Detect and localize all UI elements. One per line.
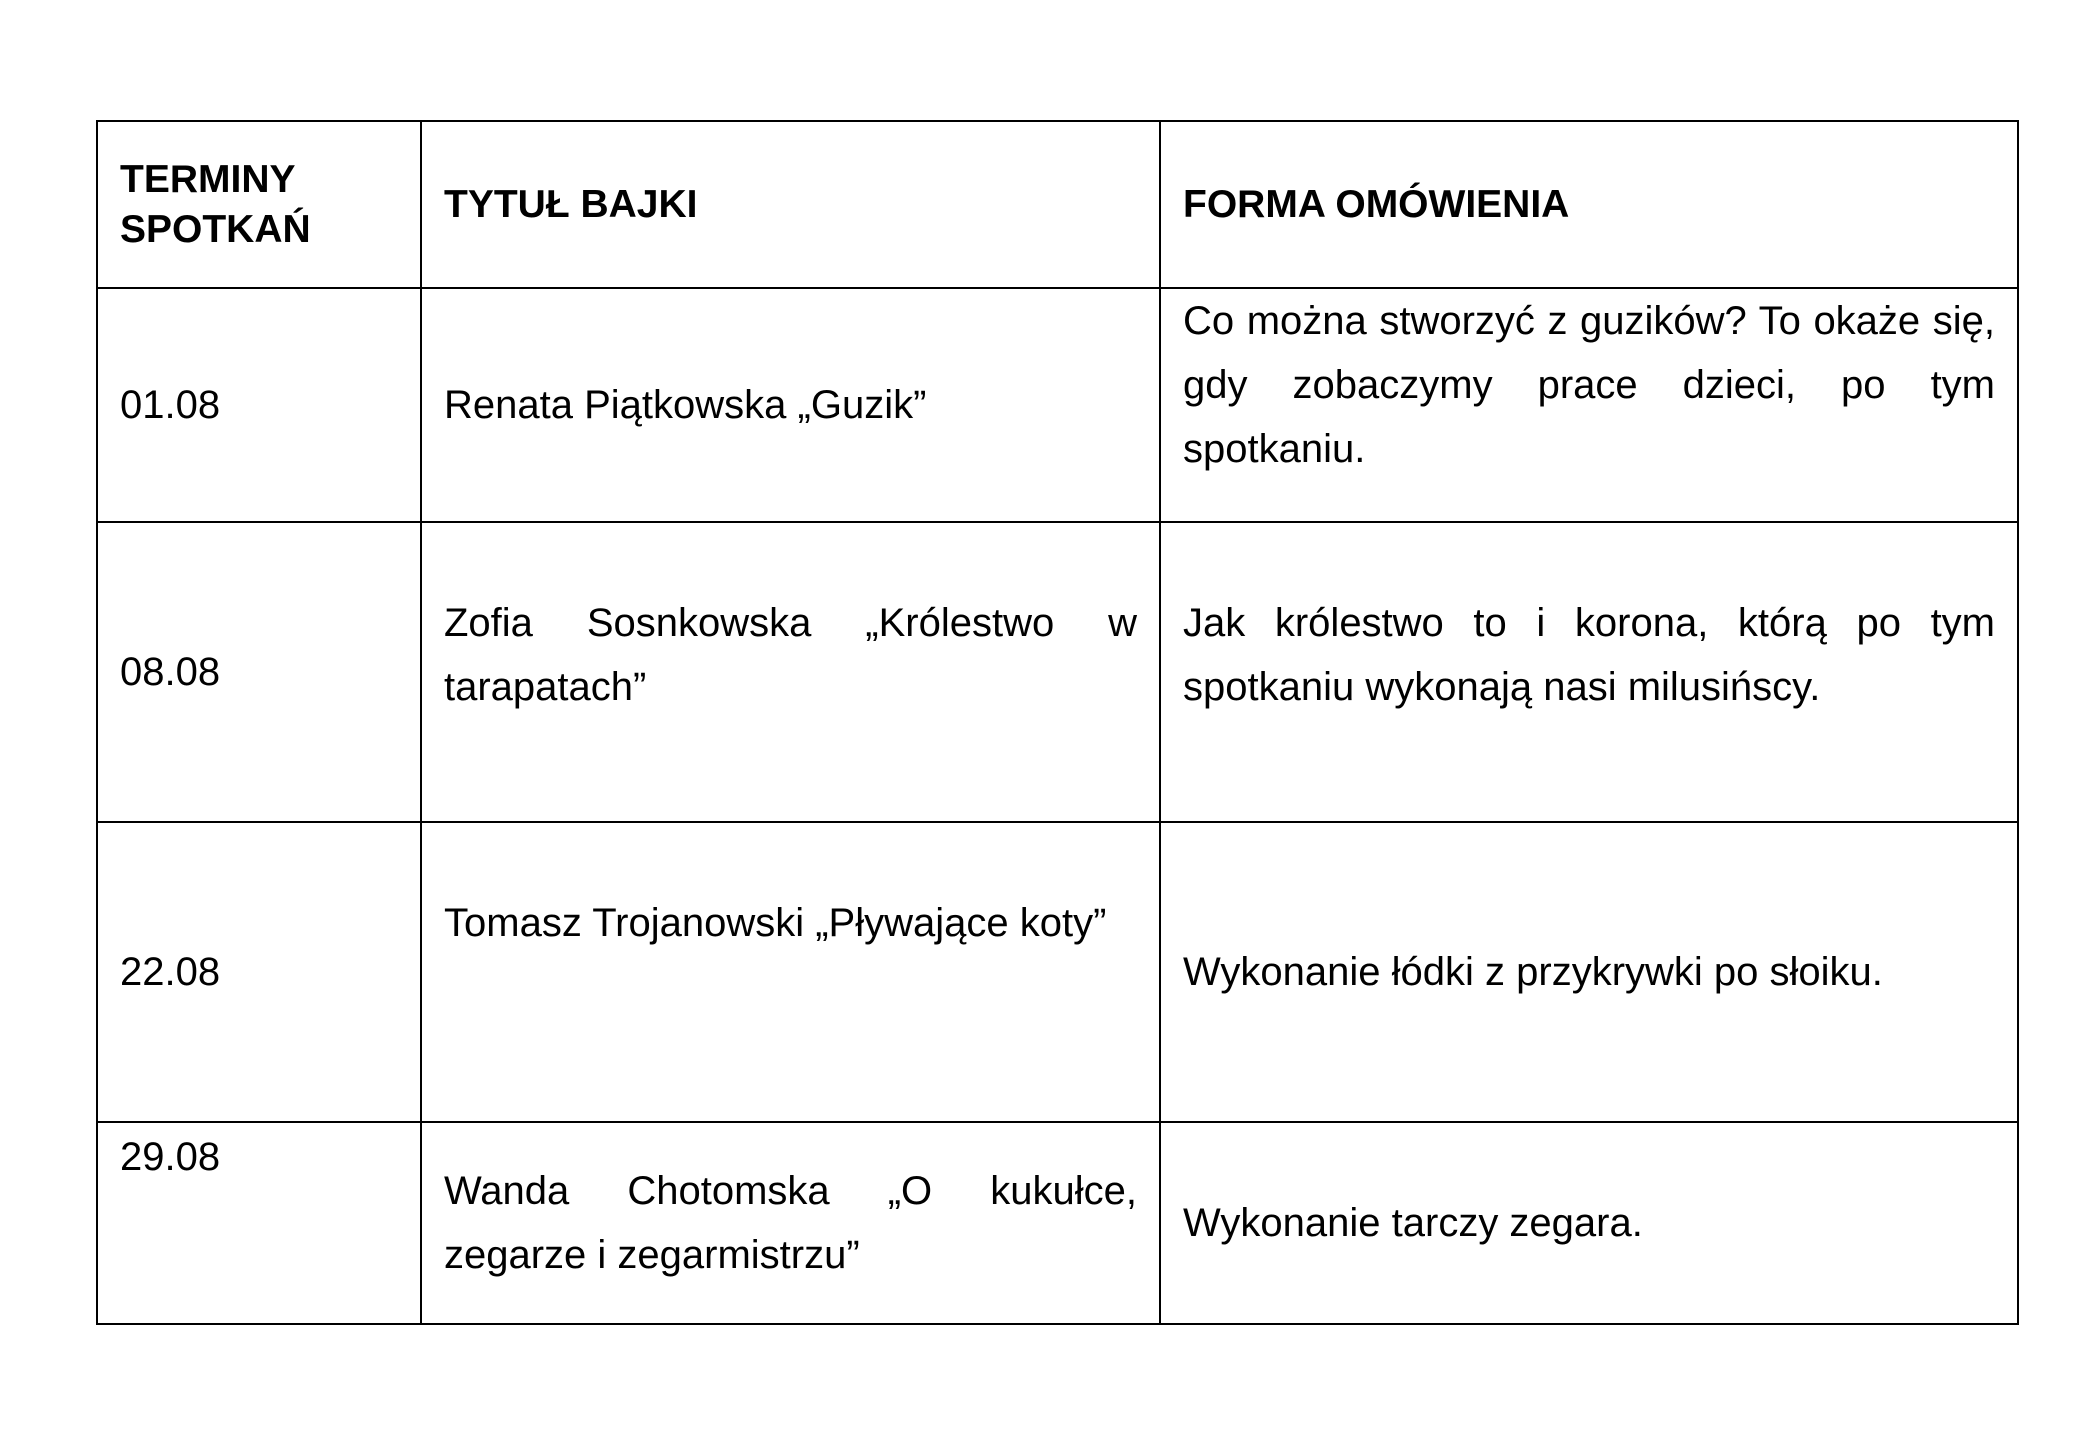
date-cell: 29.08 (97, 1122, 421, 1324)
table-row (97, 288, 2018, 522)
meetings-table (96, 120, 2019, 1325)
form-cell: Co można stworzyć z guzików? To okaże się, gdy zobaczymy prace dzieci, po tym spotkaniu. (1160, 288, 2018, 522)
date-cell: 22.08 (97, 822, 421, 1122)
title-cell: Zofia Sosnkowska „Królestwo w tarapatach” (421, 522, 1160, 822)
form-cell: Wykonanie łódki z przykrywki po słoiku. (1160, 822, 2018, 1122)
header-form: FORMA OMÓWIENIA (1160, 121, 2018, 288)
title-cell: Wanda Chotomska „O kukułce, zegarze i zegarmistrzu” (421, 1122, 1160, 1324)
date-cell: 08.08 (97, 522, 421, 822)
form-cell: Wykonanie tarczy zegara. (1160, 1122, 2018, 1324)
form-cell: Jak królestwo to i korona, którą po tym spotkaniu wykonają nasi milusińscy. (1160, 522, 2018, 822)
title-cell: Renata Piątkowska „Guzik” (421, 288, 1160, 522)
date-cell: 01.08 (97, 288, 421, 522)
header-title: TYTUŁ BAJKI (421, 121, 1160, 288)
table-row (97, 522, 2018, 822)
header-dates: TERMINY SPOTKAŃ (97, 121, 421, 288)
table-row (97, 822, 2018, 1122)
title-cell: Tomasz Trojanowski „Pływające koty” (421, 822, 1160, 1122)
table-header-row (97, 121, 2018, 288)
table-row (97, 1122, 2018, 1324)
